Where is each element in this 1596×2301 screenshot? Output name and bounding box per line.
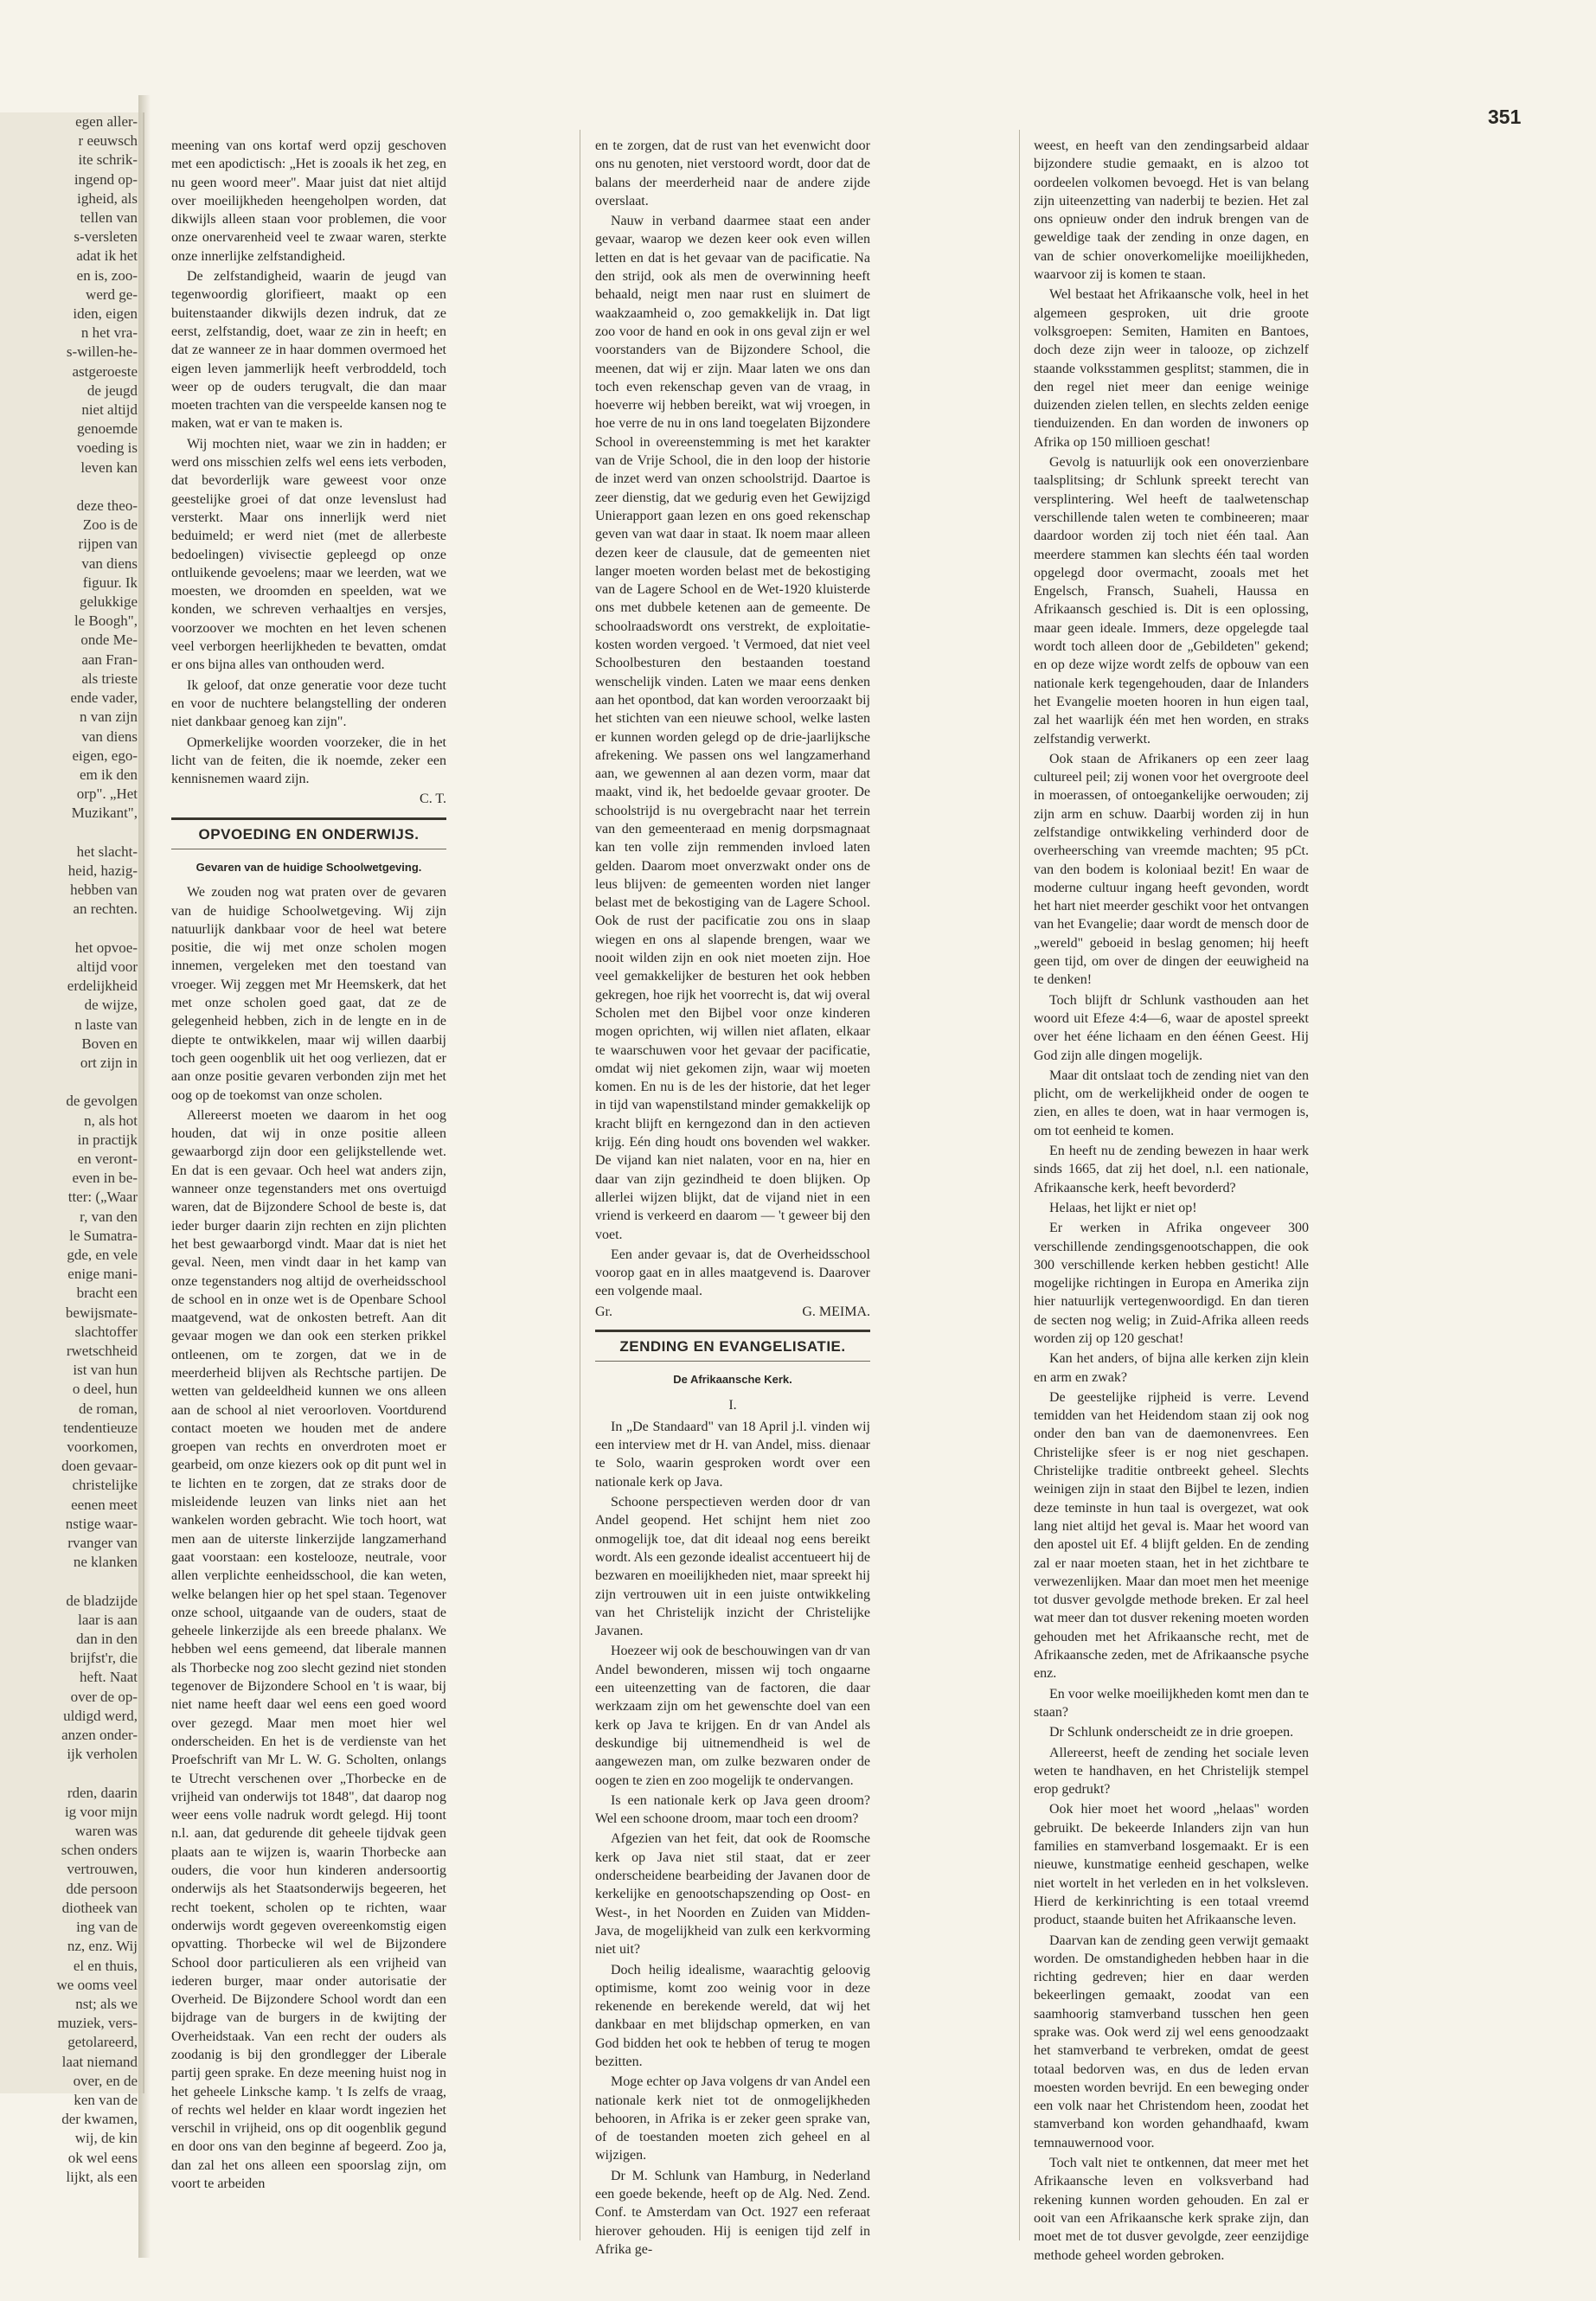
adjacent-page-line: het opvoe- bbox=[74, 939, 138, 956]
adjacent-page-line: slachtoffer bbox=[74, 1323, 138, 1340]
adjacent-page-line bbox=[0, 824, 143, 843]
col2-article-paragraph: In „De Standaard" van 18 April j.l. vinden wij een interview met dr H. van Andel, miss. dienaar te Solo, waarin gesproken wordt over een nationale kerk op Java. bbox=[595, 1419, 870, 1490]
adjacent-page-line: heft. Naat bbox=[79, 1669, 138, 1686]
adjacent-page-line: over, en de bbox=[73, 2072, 138, 2089]
adjacent-page-line: vertrouwen, bbox=[67, 1861, 138, 1878]
col2-article-paragraph: Afgezien van het feit, dat ook de Roomsche kerk op Java niet stil staat, dat er zeer onderscheidene bearbeiding der Javanen door de kerkelijke en genootschapszending op Oost- en West-, in het Noorden en Zuiden van Midden-Java, de mogelijkheid van zulk een kerkvorming niet uit? bbox=[595, 1831, 870, 1958]
adjacent-page-line: bewijsmate- bbox=[65, 1304, 138, 1321]
adjacent-page-line: als trieste bbox=[81, 670, 138, 687]
col1-article-paragraph: We zouden nog wat praten over de gevaren van de huidige Schoolwetgeving. Wij zijn natuurlijk dankbaar voor de heel wat betere positie, die wij met onze scholen mogen innemen, vergeleken met den toestand van vroeger. Wij zeggen met Mr Heemskerk, dat het met onze scholen goed gaat, dat ze de gelegenheid hebben, zich in de lengte en in de diepte te ontwikkelen, maar wij willen daarbij toch geen oogenblik uit het oog verliezen, dat er aan onze positie gevaren verbonden zijn met het oog op de toekomst van onze scholen. bbox=[171, 885, 446, 1103]
adjacent-page-line: Zoo is de bbox=[82, 516, 138, 534]
adjacent-page-line: figuur. Ik bbox=[82, 574, 138, 591]
col3-paragraph: Kan het anders, of bijna alle kerken zijn klein en arm en zwak? bbox=[1034, 1351, 1309, 1385]
adjacent-page-line: dan in den bbox=[76, 1631, 138, 1648]
col3-paragraph: Ook hier moet het woord „helaas" worden gebruikt. De bekeerde Inlanders zijn van hun families en stamverband losgemaakt. Er is een nieuwe, kunstmatige eenheid geschapen, welke niet wortelt in het verleden en in het volksleven. Hierd de kerkinrichting is een totaal vreemd product, staande buiten het Afrikaansche leven. bbox=[1034, 1802, 1309, 1928]
adjacent-page-line: nz, enz. Wij bbox=[67, 1938, 138, 1955]
adjacent-page-strip bbox=[0, 112, 144, 2185]
adjacent-page-line: ingend op- bbox=[74, 170, 138, 188]
adjacent-page-line: over de op- bbox=[70, 1688, 138, 1705]
adjacent-page-line: egen aller- bbox=[75, 113, 138, 130]
adjacent-page-line: ig voor mijn bbox=[64, 1803, 138, 1820]
adjacent-page-line: wij, de kin bbox=[74, 2130, 138, 2147]
adjacent-page-line: de bladzijde bbox=[66, 1592, 138, 1609]
col1-signature: C. T. bbox=[420, 792, 446, 807]
col3-paragraph: Allereerst, heeft de zending het sociale leven weten te handhaven, en het Christelijk stempel erop gedrukt? bbox=[1034, 1745, 1309, 1798]
adjacent-page-line: ken van de bbox=[74, 2091, 138, 2108]
adjacent-page-line: de gevolgen bbox=[66, 1093, 138, 1110]
col3-paragraph: Dr Schlunk onderscheidt ze in drie groepen. bbox=[1049, 1725, 1294, 1740]
adjacent-page-line: gde, en vele bbox=[67, 1246, 138, 1263]
col3-paragraph: En voor welke moeilijkheden komt men dan te staan? bbox=[1034, 1686, 1309, 1720]
adjacent-page-line: niet altijd bbox=[81, 401, 138, 419]
adjacent-page-line: ne klanken bbox=[73, 1554, 138, 1571]
adjacent-page-line: rwetschheid bbox=[66, 1343, 138, 1359]
adjacent-page-line: nstige waar- bbox=[65, 1515, 138, 1532]
col1-article-paragraph: Allereerst moeten we daarom in het oog houden, dat wij in onze positie alleen gewaarborgd zijn door een gelijkstellende wet. En dat is een gevaar. Och heel wat anders zijn, wanneer onze tegenstanders met ons overtuigd waren, dat de Bijzondere School de beste is, dat ieder burger daarin zijn rechten en zijn plichten het best gewaarborgd vindt. Maar dat is niet het geval. Neen, men vindt daar in het kamp van onze tegenstanders nog altijd de overheidsschool de school en in onze wet is de Openbare School maatgevend, wat de onkosten betreft. Aan dit gevaar mogen we dan ook een sterken prikkel ontleenen, om te zorgen, dat we in de meerderheid blijven als Rechtsche partijen. De wetten van geldeeldheid kunnen we ons alleen aan de school al niet veroorloven. Voortdurend contact moeten we houden met de andere groepen van rechts en onverdroten moet er gearbeid, om onze kiezers ook op dit punt wel in te lichten en te zorgen, dat ze straks door de misleidende leuzen van links niet aan het wankelen worden gebracht. Wie toch hoort, wat men aan de uiterste linkerzijde langzamerhand gaat voorstaan: een kostelooze, neutrale, voor allen verplichte eenheidsschool, die kan weten, welke belangen hier op het spel staan. Tegenover onze school, uitgaande van de ouders, staat de geheele linkerzijde als een breede phalanx. We hebben wel eens gemeend, dat liberale mannen als Thorbecke nog zoo slecht gezind niet stonden tegenover de Bijzondere School en 't is waar, bij niet name heeft daar wel eens een goed woord over gezegd. Maar men moet hier wel onderscheiden. En het is de verdienste van het Proefschrift van Mr L. W. G. Scholten, onlangs te Utrecht verschenen over „Thorbecke en de vrijheid van onderwijs tot 1848", dat daarop nog weer eens volle nadruk wordt gelegd. Hij toont n.l. aan, dat gedurende dit geheele tijdvak geen plaats aan te wijzen is, waarin Thorbecke aan ouders, die voor hun kinderen andersoortig onderwijs als het Staatsonderwijs begeeren, het recht toekent, scholen op te richten, waar onderwijs wordt gegeven overeenkomstig eigen opvatting. Thorbecke wil wel de Bijzondere School door particulieren als een vrijheid van iederen burger, maar onder autorisatie der Overheid. De Bijzondere School wordt dan een bijdrage van de burgers in de kwijting der Overheidstaak. Van een recht der ouders als zoodanig is bij den grondlegger der Liberale partij geen sprake. En deze meening huist nog in het geheele Linksche kamp. 't Is zelfs de vraag, of rechts wel helder en klaar wordt ingezien het verschil in vrijheid, ons op dit oogenblik gegund en door ons van den beginne af begeerd. Zoo ja, dan zal het ons alleen een spoorslag zijn, om voort te arbeiden bbox=[171, 1107, 446, 2192]
adjacent-page-line: erdelijkheid bbox=[67, 977, 138, 995]
col3-paragraph: Helaas, het lijkt er niet op! bbox=[1049, 1200, 1197, 1215]
adjacent-page-line: r eeuwsch bbox=[78, 132, 138, 150]
adjacent-page-line: altijd voor bbox=[76, 958, 138, 975]
adjacent-page-line: ende vader, bbox=[70, 689, 138, 707]
adjacent-page-line: astgeroeste bbox=[72, 362, 138, 380]
adjacent-page-line: o deel, hun bbox=[72, 1381, 138, 1398]
page-number: 351 bbox=[1488, 106, 1522, 128]
col1-paragraph: De zelfstandigheid, waarin de jeugd van tegenwoordig glorifieert, maakt op een buitenstaander dikwijls dezen indruk, dat ze eerst, zelfstandig, doet, waar ze zin in heeft; en dat ze wanneer ze in haar dommen overmoed het eigen leven jammerlijk heeft verbroddeld, toch weer op de ouders terugvalt, die dan maar moeten trachten van die verspeelde kansen nog te maken, wat er van te maken is. bbox=[171, 269, 446, 432]
adjacent-page-line: orp". „Het bbox=[76, 785, 138, 803]
adjacent-page-line: getolareerd, bbox=[67, 2034, 138, 2051]
adjacent-page-line: n het vra- bbox=[80, 324, 138, 342]
adjacent-page-line: lijkt, als een bbox=[66, 2168, 138, 2185]
adjacent-page-line: tellen van bbox=[80, 209, 138, 227]
adjacent-page-line: werd ge- bbox=[86, 285, 138, 303]
adjacent-page-line: brijfst'r, die bbox=[70, 1650, 138, 1667]
adjacent-page-line: r, van den bbox=[80, 1208, 138, 1225]
adjacent-page-line: rijpen van bbox=[78, 535, 138, 553]
adjacent-page-line: rvanger van bbox=[67, 1535, 138, 1552]
adjacent-page-line: laat niemand bbox=[61, 2053, 138, 2070]
adjacent-page-line: ite schrik- bbox=[78, 151, 138, 169]
adjacent-page-line: ok wel eens bbox=[67, 2149, 138, 2166]
article-title-schoolwetgeving: Gevaren van de huidige Schoolwetgeving. bbox=[195, 860, 422, 874]
adjacent-page-line: voorkomen, bbox=[67, 1439, 138, 1456]
adjacent-page-line: n laste van bbox=[74, 1016, 138, 1033]
adjacent-page-line bbox=[0, 1764, 143, 1783]
adjacent-page-line: waren was bbox=[74, 1823, 138, 1840]
col3-paragraph: Maar dit ontslaat toch de zending niet van den plicht, om de werkelijkheid onder de oogen te zien, en alles te doen, wat in haar vermogen is, om tot eenheid te komen. bbox=[1034, 1067, 1309, 1138]
col1-paragraph: Opmerkelijke woorden voorzeker, die in het licht van de feiten, die ik noemde, zeker een kennisnemen waard zijn. bbox=[171, 734, 446, 787]
column-3 bbox=[1034, 137, 1309, 2263]
adjacent-page-line: n van zijn bbox=[79, 708, 138, 726]
col3-paragraph: Daarvan kan de zending geen verwijt gemaakt worden. De omstandigheden hebben haar in die richting gedreven; hier en daar werden bekeerlingen gemaakt, zoodat van een saamhoorig stamverband tusschen hen geen sprake was. Ook werd zij wel eens genoodzaakt het stamverband te verbreken, omdat de geest totaal bedorven was, en dus de leden ervan moesten worden bevrijd. En een beweging onder een volk naar het Christendom heen, zoodat het stamverband kon worden gehandhaafd, kwam temnauwernood voor. bbox=[1034, 1932, 1309, 2150]
section-heading-opvoeding: OPVOEDING EN ONDERWIJS. bbox=[198, 825, 420, 843]
col2-paragraph: en te zorgen, dat de rust van het evenwicht door ons nu genoten, niet verstoord wordt, door dat de balans der meerderheid naar de andere zijde overslaat. bbox=[595, 138, 870, 208]
adjacent-page-line: rden, daarin bbox=[67, 1784, 138, 1801]
adjacent-page-line: tendentieuze bbox=[63, 1419, 138, 1436]
col2-article-paragraph: Doch heilig idealisme, waarachtig geloovig optimisme, komt zoo weinig voor in deze rekenende en berekende wereld, dat wij het dankbaar en met blijdschap opmerken, en van God bidden het ook te hebben of terug te mogen bezitten. bbox=[595, 1962, 870, 2069]
adjacent-page-line: iden, eigen bbox=[73, 305, 138, 323]
adjacent-page-line: Boven en bbox=[81, 1035, 138, 1052]
adjacent-page-line: n, als hot bbox=[84, 1112, 138, 1129]
col3-paragraph: De geestelijke rijpheid is verre. Levend temidden van het Heidendom staan zij ook nog onder den ban van de daemonenvrees. Een Christelijke sfeer is er nog niet geschapen. Christelijke traditie ontbreekt geheel. Slechts weinigen zijn in staat den Bijbel te lezen, indien deze teminste in hun taal is overgezet, wat ook lang niet altijd het geval is. Maar het woord van den apostel uit Ef. 4 blijft gelden. En de zending zal er naar moeten staan, het in het zichtbare te verwezenlijken. Maar dan moet men het meenige tot dusver gevolgde methode breken. Er zal heel wat meer dan tot dusver rekening moeten worden gehouden met het Afrikaansche recht, met de Afrikaansche zeden, met de Afrikaansche psyche enz. bbox=[1034, 1389, 1309, 1682]
adjacent-page-line bbox=[0, 478, 143, 497]
adjacent-page-line: diotheek van bbox=[61, 1899, 138, 1916]
adjacent-page-line: deze theo- bbox=[76, 497, 138, 515]
section-rule-thin bbox=[595, 1361, 870, 1362]
column-1 bbox=[171, 137, 446, 2221]
adjacent-page-line: el en thuis, bbox=[73, 1957, 138, 1974]
adjacent-page-line: enige mani- bbox=[67, 1266, 138, 1283]
col1-paragraph: meening van ons kortaf werd opzij geschoven met een apodictisch: „Het is zooals ik het zeg, en nu geen woord meer". Maar juist dat niet altijd over moeilijkheden heengeholpen worden, dat dikwijls alleen staan voor problemen, die voor onze onervarenheid veel te zwaar waren, sterkte onze innerlijke zelfstandigheid. bbox=[171, 138, 446, 264]
adjacent-page-line: an rechten. bbox=[73, 901, 138, 918]
adjacent-page-line: christelijke bbox=[72, 1477, 138, 1494]
adjacent-page-line: genoemde bbox=[77, 420, 138, 438]
adjacent-page-line: ort zijn in bbox=[80, 1054, 138, 1071]
col1-paragraph: Wij mochten niet, waar we zin in hadden; er werd ons misschien zelfs wel eens iets verboden, dat bevorderlijk ware geweest voor onze geestelijke groei of dat onze levenslust had versterkt. Maar ons innerlijk werd niet beduimeld; er werd niet (met de allerbeste bedoelingen) vivisectie gepleegd op onze ontluikende gevoelens; maar we leerden, wat we moesten, we droomden en speelden, wat we konden, we schreven verhaaltjes en versjes, voorzoover we mochten en het leven schenen veel verborgen heerlijkheden te bevatten, omdat er ons bijna alles van onthouden werd. bbox=[171, 436, 446, 673]
adjacent-page-line: gelukkige bbox=[79, 593, 138, 611]
adjacent-page-line: em ik den bbox=[79, 766, 138, 783]
adjacent-page-line: laar is aan bbox=[78, 1611, 138, 1628]
adjacent-page-line: leven kan bbox=[80, 458, 138, 476]
adjacent-page-line: in practijk bbox=[77, 1131, 138, 1148]
col3-paragraph: Wel bestaat het Afrikaansche volk, heel in het algemeen gesproken, uit drie groote volksgroepen: Semiten, Hamiten en Bantoes, doch deze zijn weer in talooze, op zichzelf staande volksstammen gesplitst; stammen, die in den regel niet meer dan eenige weinige duizenden zielen tellen, en slechts zelden eenige tienduizenden. En dan worden de inwoners op Afrika op 150 millioen geschat! bbox=[1034, 287, 1309, 450]
col2-article-paragraph: Schoone perspectieven werden door dr van Andel geopend. Het schijnt hem niet zoo onmogelijk toe, dat dit ideaal nog eens bereikt wordt. Als een gezonde idealist accentueert hij de bezwaren en moeilijkheden niet, maar spreekt hij zijn vertrouwen uit in een juiste ontwikkeling van het Christelijk inzicht der Christelijke Javanen. bbox=[595, 1495, 870, 1639]
adjacent-page-line: even in be- bbox=[72, 1170, 138, 1187]
signature-location: Gr. bbox=[595, 1304, 612, 1319]
col2-article-paragraph: Is een nationale kerk op Java geen droom? Wel een schoone droom, maar toch een droom? bbox=[595, 1792, 870, 1827]
col2-signature bbox=[595, 1303, 870, 1321]
adjacent-page-line: le Boogh", bbox=[74, 612, 138, 630]
adjacent-page-line: ijk verholen bbox=[67, 1746, 138, 1763]
article-part-number: I. bbox=[728, 1397, 737, 1413]
adjacent-page-line: muziek, vers- bbox=[57, 2015, 138, 2032]
page-fold-shadow bbox=[138, 95, 151, 2258]
adjacent-page-line: s-willen-he- bbox=[66, 343, 138, 361]
adjacent-page-line: bracht een bbox=[76, 1285, 138, 1302]
adjacent-page-line: tter: („Waar bbox=[67, 1189, 138, 1206]
adjacent-page-line: voeding is bbox=[76, 439, 138, 457]
col3-paragraph: weest, en heeft van den zendingsarbeid aldaar bijzondere studie gemaakt, en is alzoo tot oordeelen volkomen bevoegd. Het is van belang zijn uiteenzetting van naderbij te bezien. Het zal ons opnieuw onder den indruk brengen van de geweldige taak der zending in onze dagen, en van de schier onoverkomelijke moeilijkheden, waarvoor zij is komen te staan. bbox=[1034, 138, 1309, 283]
adjacent-page-line: s-versleten bbox=[74, 228, 138, 246]
adjacent-page-line: doen gevaar- bbox=[61, 1458, 138, 1475]
col2-paragraph: Een ander gevaar is, dat de Overheidsschool voorop gaat en in alles maatgevend is. Daarover een volgende maal. bbox=[595, 1247, 870, 1299]
section-rule bbox=[171, 817, 446, 820]
col1-paragraph: Ik geloof, dat onze generatie voor deze tucht en voor de nuchtere belangstelling der onderen niet dankbaar genoeg kan zijn". bbox=[171, 677, 446, 730]
adjacent-page-line: we ooms veel bbox=[56, 1976, 138, 1993]
adjacent-page-line: en is, zoo- bbox=[76, 266, 138, 284]
section-rule bbox=[595, 1330, 870, 1332]
adjacent-page-line: aan Fran- bbox=[81, 651, 138, 668]
col2-article-paragraph: Hoezeer wij ook de beschouwingen van dr van Andel bewonderen, missen wij toch ongaarne een uiteenzetting van de factoren, die daar werkzaam zijn om het gewenschte doel van een kerk op Java te krijgen. En dr van Andel als deskundige bij uitnemendheid is wel de aangewezen man, om zulke bezwaren onder de oogen te zien en zoo mogelijk te ondervangen. bbox=[595, 1644, 870, 1788]
col3-paragraph: Ook staan de Afrikaners op een zeer laag cultureel peil; zij wonen voor het overgroote deel in moerassen, of ontoegankelijke oerwouden; zij zijn arm en schuw. Daarbij worden zij in hun zelfstandige ontwikkeling verhinderd door de overheersching van vreemde machten; 95 pCt. van den bodem is koloniaal bezit! En waar de moderne cultuur ingang heeft gevonden, wordt het hart niet meerder geschikt voor het ontvangen van het Evangelie; daar wordt de mensch door de „wereld" geboeid in beslag genomen; hij heeft geen tijd, om over de dingen der eeuwigheid na te denken! bbox=[1034, 751, 1309, 988]
adjacent-page-line: eenen meet bbox=[71, 1496, 138, 1513]
adjacent-page-line bbox=[0, 1073, 143, 1092]
col2-article-paragraph: Moge echter op Java volgens dr van Andel een nationale kerk niet tot de onmogelijkheden behooren, in Afrika is er zeker geen sprake van, of de toestanden moeten zich geheel en al wijzigen. bbox=[595, 2074, 870, 2163]
column-rule-2 bbox=[1019, 130, 1020, 2240]
adjacent-page-line: nst; als we bbox=[75, 1995, 138, 2012]
adjacent-page-line: hebben van bbox=[70, 881, 138, 899]
adjacent-page-line: ist van hun bbox=[73, 1362, 138, 1379]
adjacent-page-line: heid, hazig- bbox=[67, 862, 138, 879]
section-heading-zending: ZENDING EN EVANGELISATIE. bbox=[619, 1338, 846, 1355]
article-title-afrikaansche-kerk: De Afrikaansche Kerk. bbox=[673, 1373, 792, 1387]
adjacent-page-line: onde Me- bbox=[80, 631, 138, 649]
col3-paragraph: Gevolg is natuurlijk ook een onoverzienbare taalsplitsing; dr Schlunk spreekt terecht van versplintering. Wel heeft de taalwetenschap verschillende talen weten te combineeren; maar daardoor worden zij toch niet één taal. Aan meerdere stammen kan slechts één taal worden opgelegd door overmacht, zooals met het Engelsch, Fransch, Suaheli, Haussa en Afrikaansch geschied is. Dit is een oplossing, maar geen ideale. Immers, deze opgelegde taal wordt toch alleen door de „Gebildeten" gekend; en op deze wijze wordt zelfs de opbouw van een nationale kerk tegengehouden, daar de Inlanders het Evangelie moeten hooren in hun eigen taal, zal het waarlijk één met hen worden, en straks zelfstandig verwerkt. bbox=[1034, 455, 1309, 747]
adjacent-page-line: anzen onder- bbox=[61, 1727, 138, 1744]
col3-paragraph: Toch valt niet te ontkennen, dat meer met het Afrikaansche leven en volksverband had rekening kunnen worden gehouden. En zal er ooit van een Afrikaansche kerk sprake zijn, dan moet met de tot dusver gevolgde, zeer eenzijdige methode geheel worden gebroken. bbox=[1034, 2156, 1309, 2263]
col2-paragraph: Nauw in verband daarmee staat een ander gevaar, waarop we dezen keer ook even willen letten en dat is het gevaar van de pacificatie. Na den strijd, ook als men de overwinning heeft behaald, neigt men naar rust en sluimert de waakzaamheid o, zoo gemakkelijk in. Dat ligt zoo voor de hand en ook in ons geval zijn er wel voorstanders van de Bijzondere School, die meenen, dat wij er zijn. Maar laten we ons dan toch even rekenschap geven van de vraag, in hoeverre wij hebben bereikt, wat wij vroegen, in hoe verre de nu in ons land toegelaten Bijzondere School in overeenstemming is met het karakter van de Vrije School, die in den loop der historie de inzet werd van onzen schoolstrijd. Daartoe is zeer dienstig, dat we gedurig even het Gewijzigd Unierapport gaan lezen en ons goed rekenschap geven van wat daar in staat. Ik noem maar alleen dezen keer de clausule, dat de gemeenten niet langer moeten worden belast met de bekostiging van de Lagere School en de Wet-1920 kluisterde ons met dubbele ketenen aan de gemeente. De schoolraadswordt ons verstrekt, de exploitatie-kosten worden vergoed. 't Vermoed, dat niet veel Schoolbesturen den bestaanden toestand wenschelijk vinden. Laten we maar eens denken aan het opontbod, dat kan worden veroorzaakt bij het stichten van een nieuwe school, welke lasten er kunnen worden gelegd op de drie-jaarlijksche afrekening. We passen ons wel langzamerhand aan, we gewennen al aan dezen vorm, maar dat maakt, vind ik, het bedoelde gevaar grooter. De schoolstrijd is nu overgebracht naar het terrein van den gemeenteraad en menig dorpsmagnaat kan ten volle zijn remmenden invloed laten gelden. Daarom moet onverzwakt onder ons de leus blijven: de gemeenten worden niet langer belast met de bekostiging van de Lagere School. Ook de rust der pacificatie zou ons in slaap wiegen en ons al slapende brengen, waar we nooit wilden zijn en ook niet moeten zijn. Hoe veel gemakkelijker de besturen het ook hebben gekregen, hoe rijk het voorrecht is, dat wij overal Scholen met den Bijbel voor onze kinderen mogen oprichten, wij willen niet aflaten, elkaar te waarschuwen voor het gevaar der pacificatie, omdat wij niet gekomen zijn, waar wij moeten komen. En nu is de les der historie, dat het leger in tijd van wapenstilstand minder gemakkelijk op kracht blijft en kerngezond dan in den actieven krijg. Eén ding houdt ons bovenden wel wakker. De vijand kan niet nalaten, voor en na, hier en daar van zijn gezindheid te doen blijken. Op allerlei wijzen blijkt, dat de vijand niet in een vriend is verkeerd en daarom — 't geweer bij den voet. bbox=[595, 214, 870, 1242]
col2-article-paragraph: Dr M. Schlunk van Hamburg, in Nederland een goede bekende, heeft op de Alg. Ned. Zend. Conf. te Amsterdam van Oct. 1927 een referaat hierover gehouden. Hij is eenigen tijd zelf in Afrika ge- bbox=[595, 2168, 870, 2257]
adjacent-page-line bbox=[0, 920, 143, 939]
adjacent-page-line: schen onders bbox=[61, 1842, 138, 1859]
adjacent-page-line: de roman, bbox=[79, 1400, 138, 1417]
col3-paragraph: En heeft nu de zending bewezen in haar werk sinds 1665, dat zij het doel, n.l. een nationale, Afrikaansche kerk, heeft bevorderd? bbox=[1034, 1144, 1309, 1195]
adjacent-page-line: eigen, ego- bbox=[72, 747, 138, 764]
adjacent-page-line: uldigd werd, bbox=[63, 1707, 138, 1724]
adjacent-page-line: der kwamen, bbox=[61, 2111, 138, 2128]
adjacent-page-line bbox=[0, 1572, 143, 1591]
adjacent-page-line: igheid, als bbox=[77, 189, 138, 207]
col3-paragraph: Er werken in Afrika ongeveer 300 verschillende zendingsgenootschappen, die ook 300 verschillende kerken hebben gesticht! Alle mogelijke richtingen in Europa en Amerika zijn hier natuurlijk vertegenwoordigd. En dan tieren de secten nog welig; in Zuid-Afrika alleen reeds worden zij op 120 geschat! bbox=[1034, 1221, 1309, 1346]
signature-author: G. MEIMA. bbox=[802, 1304, 870, 1319]
adjacent-page-line: van diens bbox=[81, 554, 138, 572]
adjacent-page-line: de jeugd bbox=[87, 381, 138, 399]
adjacent-page-line: adat ik het bbox=[76, 247, 138, 265]
adjacent-page-line: ing van de bbox=[76, 1919, 138, 1936]
adjacent-page-line: le Sumatra- bbox=[69, 1227, 138, 1244]
adjacent-page-line: Muzikant", bbox=[71, 804, 138, 822]
adjacent-page-line: het slacht- bbox=[76, 843, 138, 860]
column-2 bbox=[595, 137, 870, 2257]
adjacent-page-line: dde persoon bbox=[66, 1880, 138, 1897]
col3-paragraph: Toch blijft dr Schlunk vasthouden aan het woord uit Efeze 4:4—6, waar de apostel spreekt over het ééne lichaam en den éénen Geest. Hij God zijn alle dingen mogelijk. bbox=[1034, 992, 1309, 1063]
adjacent-page-line: van diens bbox=[81, 727, 138, 745]
adjacent-page-line: de wijze, bbox=[84, 997, 138, 1014]
adjacent-page-line: en veront- bbox=[77, 1150, 138, 1167]
